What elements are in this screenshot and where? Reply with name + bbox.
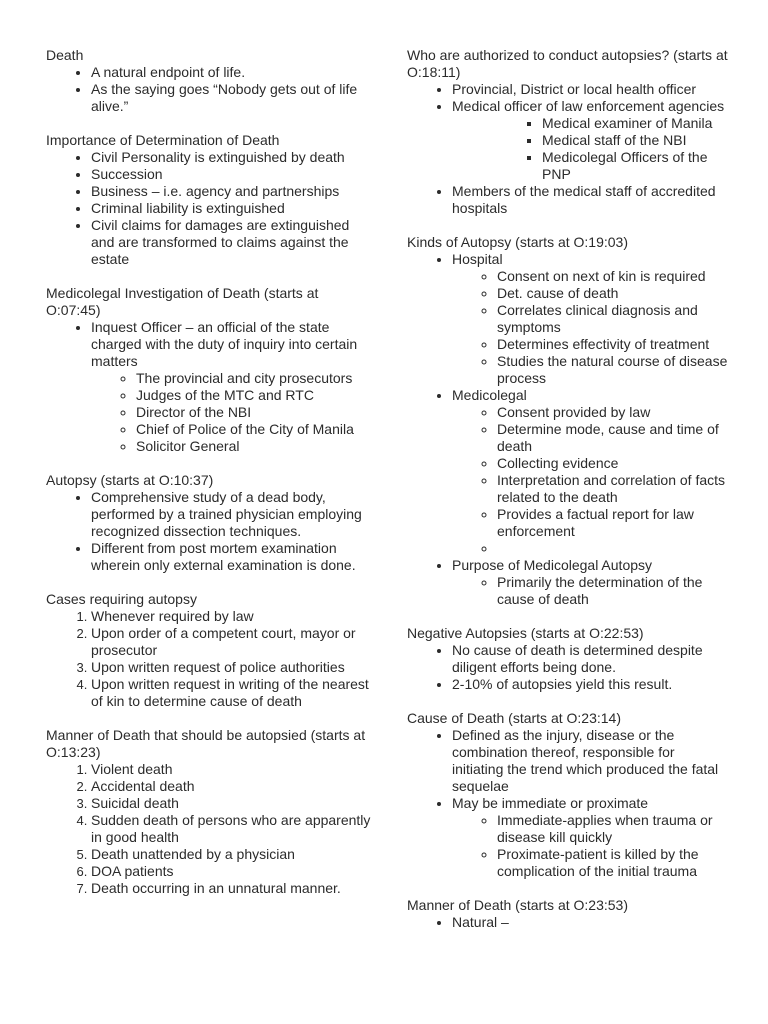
sub-list-item: ◦ Proximate-patient is killed by the complication of the initial trauma: [497, 846, 729, 880]
numbered-item: 6. DOA patients: [91, 863, 372, 880]
sub-list-item: ◦ Determine mode, cause and time of death: [497, 421, 729, 455]
sub-list-item: ▪ Medical examiner of Manila: [542, 115, 729, 132]
numbered-item: 3. Suicidal death: [91, 795, 372, 812]
numbered-item: 4. Upon written request in writing of the nearest of kin to determine cause of death: [91, 676, 372, 710]
section-heading: Cause of Death (starts at O:23:14): [407, 710, 621, 726]
sub-list-item: ◦ Judges of the MTC and RTC: [136, 387, 372, 404]
numbered-item: 4. Sudden death of persons who are apparently in good health: [91, 812, 372, 846]
left-column: [46, 47, 372, 914]
section-heading: Autopsy (starts at O:10:37): [46, 472, 214, 488]
sub-list-item: ◦ Studies the natural course of disease process: [497, 353, 729, 387]
list-item: • Members of the medical staff of accredited hospitals: [452, 183, 729, 217]
section-autopsy: [46, 472, 372, 574]
list-item: • Defined as the injury, disease or the combination thereof, responsible for initiating the trend which produced the fatal sequelae: [452, 727, 729, 795]
list-item: • 2-10% of autopsies yield this result.: [452, 676, 729, 693]
numbered-item: 3. Upon written request of police authorities: [91, 659, 372, 676]
sub-list-item: ◦ Correlates clinical diagnosis and symptoms: [497, 302, 729, 336]
list-item: • Comprehensive study of a dead body, performed by a trained physician employing recognized dissection techniques.: [91, 489, 372, 540]
section-death: [46, 47, 372, 115]
list-item: [452, 795, 729, 880]
section-heading: Importance of Determination of Death: [46, 132, 280, 148]
numbered-item: 2. Accidental death: [91, 778, 372, 795]
section-heading: Who are authorized to conduct autopsies? (starts at O:18:11): [407, 47, 728, 80]
list-item: • No cause of death is determined despite diligent efforts being done.: [452, 642, 729, 676]
list-item: [452, 98, 729, 183]
sub-list-item: ◦ Director of the NBI: [136, 404, 372, 421]
list-item-text: Hospital: [452, 251, 503, 267]
sub-list-item: ◦ Immediate-applies when trauma or disease kill quickly: [497, 812, 729, 846]
list-item: [452, 557, 729, 608]
list-item: • A natural endpoint of life.: [91, 64, 372, 81]
section-heading: Kinds of Autopsy (starts at O:19:03): [407, 234, 628, 250]
section-heading: Cases requiring autopsy: [46, 591, 197, 607]
sub-list-item: ◦ Interpretation and correlation of facts related to the death: [497, 472, 729, 506]
section-heading: Manner of Death that should be autopsied (starts at O:13:23): [46, 727, 366, 760]
sub-list-item: ◦ Chief of Police of the City of Manila: [136, 421, 372, 438]
section-authorized: [407, 47, 729, 217]
list-item: • Different from post mortem examination wherein only external examination is done.: [91, 540, 372, 574]
section-importance: [46, 132, 372, 268]
sub-list-item: ◦ Consent on next of kin is required: [497, 268, 729, 285]
sub-list-item: ◦ Consent provided by law: [497, 404, 729, 421]
sub-list-item: ◦ Collecting evidence: [497, 455, 729, 472]
list-item: [91, 319, 372, 455]
sub-list-item: ▪ Medicolegal Officers of the PNP: [542, 149, 729, 183]
list-item: • Succession: [91, 166, 372, 183]
list-item-text: Medical officer of law enforcement agencies: [452, 98, 725, 114]
list-item: • Provincial, District or local health officer: [452, 81, 729, 98]
section-manner: [407, 897, 729, 931]
numbered-item: 7. Death occurring in an unnatural manner.: [91, 880, 372, 897]
section-negative: [407, 625, 729, 693]
numbered-item: 5. Death unattended by a physician: [91, 846, 372, 863]
list-item-text: Inquest Officer – an official of the state charged with the duty of inquiry into certain matters: [91, 319, 358, 369]
sub-list-item: ◦ Provides a factual report for law enforcement: [497, 506, 729, 540]
section-heading: Manner of Death (starts at O:23:53): [407, 897, 628, 913]
sub-list-item: ◦ Det. cause of death: [497, 285, 729, 302]
list-item: • As the saying goes “Nobody gets out of life alive.”: [91, 81, 372, 115]
list-item: • Criminal liability is extinguished: [91, 200, 372, 217]
sub-list-item: ◦ The provincial and city prosecutors: [136, 370, 372, 387]
numbered-item: 1. Whenever required by law: [91, 608, 372, 625]
section-kinds: [407, 234, 729, 608]
section-cases: [46, 591, 372, 710]
section-heading: Negative Autopsies (starts at O:22:53): [407, 625, 644, 641]
list-item-text: Medicolegal: [452, 387, 527, 403]
right-column: [407, 47, 729, 948]
section-manner-autopsied: [46, 727, 372, 897]
numbered-item: 2. Upon order of a competent court, mayor or prosecutor: [91, 625, 372, 659]
sub-list-item: ◦ Solicitor General: [136, 438, 372, 455]
list-item: [452, 387, 729, 557]
sub-list-item: ◦ Primarily the determination of the cause of death: [497, 574, 729, 608]
list-item-text: May be immediate or proximate: [452, 795, 649, 811]
list-item: • Business – i.e. agency and partnerships: [91, 183, 372, 200]
section-heading: Medicolegal Investigation of Death (starts at O:07:45): [46, 285, 319, 318]
list-item: • Natural –: [452, 914, 729, 931]
list-item: • Civil claims for damages are extinguished and are transformed to claims against the estate: [91, 217, 372, 268]
section-heading: Death: [46, 47, 84, 63]
section-investigation: [46, 285, 372, 455]
list-item-text: Purpose of Medicolegal Autopsy: [452, 557, 653, 573]
empty-sub-list-item: [497, 540, 729, 557]
list-item: [452, 251, 729, 387]
sub-list-item: ◦ Determines effectivity of treatment: [497, 336, 729, 353]
list-item: • Civil Personality is extinguished by death: [91, 149, 372, 166]
numbered-item: 1. Violent death: [91, 761, 372, 778]
sub-list-item: ▪ Medical staff of the NBI: [542, 132, 729, 149]
section-cause: [407, 710, 729, 880]
